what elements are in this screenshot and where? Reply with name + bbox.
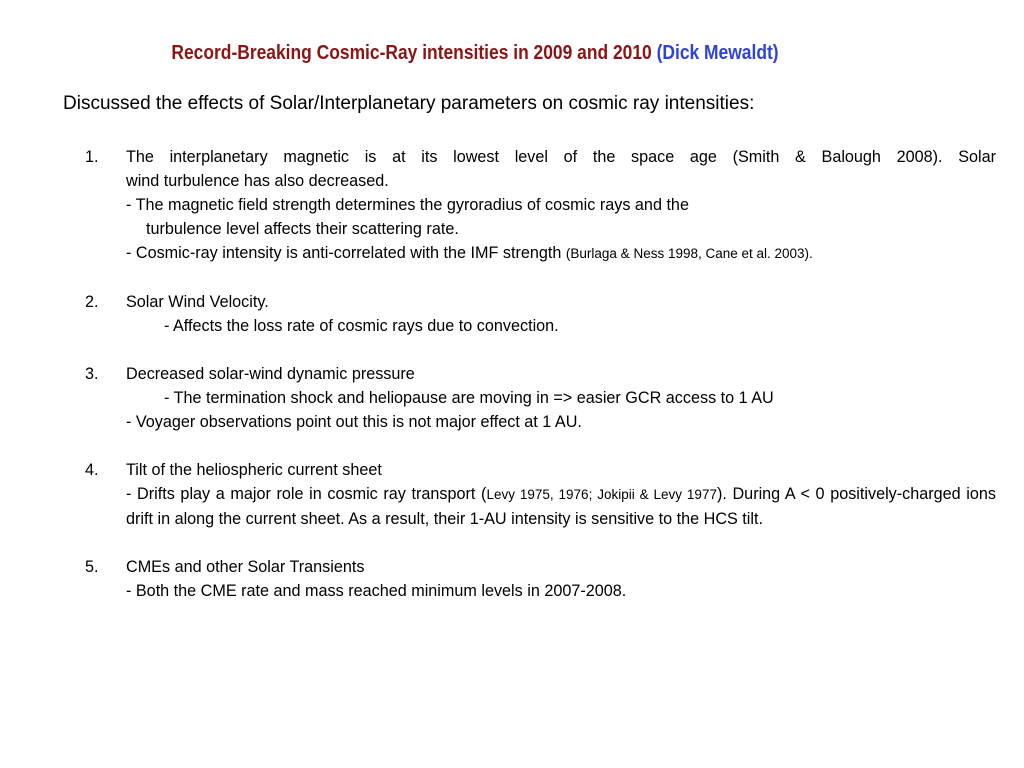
list-item [85,362,996,434]
list-item-number: 2. [85,293,99,311]
list-item [85,458,996,531]
list-item-line: turbulence level affects their scattering rate. [146,220,459,238]
list-item-line: The interplanetary magnetic is at its lowest level of the space age (Smith & Balough 2008). Solar [126,148,996,166]
slide-title-author: (Dick Mewaldt) [656,41,779,64]
list-item-text: ). During A < 0 positively-charged ions drift in along the current sheet. As a result, their 1-AU intensity is sensitive to the HCS tilt. [126,485,997,528]
list-item [85,290,996,338]
numbered-list [85,145,996,627]
list-item-line: - Affects the loss rate of cosmic rays due to convection. [164,317,559,335]
slide-title-main: Record-Breaking Cosmic-Ray intensities in 2009 and 2010 [171,41,652,64]
list-item-number: 1. [85,148,99,166]
list-item-line: - Both the CME rate and mass reached minimum levels in 2007-2008. [126,582,627,600]
list-item-line: Solar Wind Velocity. [126,293,269,311]
list-item-line: Decreased solar-wind dynamic pressure [126,365,415,383]
list-item-citation: (Burlaga & Ness 1998, Cane et al. 2003). [565,246,813,261]
list-item-line: - The termination shock and heliopause are moving in => easier GCR access to 1 AU [164,389,774,407]
list-item-number: 4. [85,461,99,479]
list-item-line: wind turbulence has also decreased. [126,172,389,190]
list-item-text: - Cosmic-ray intensity is anti-correlated with the IMF strength [126,244,562,262]
list-item-line: Tilt of the heliospheric current sheet [126,461,382,479]
intro-text: Discussed the effects of Solar/Interplanetary parameters on cosmic ray intensities: [63,93,755,114]
list-item-line: - The magnetic field strength determines the gyroradius of cosmic rays and the [126,196,689,214]
slide-title [71,41,879,65]
list-item-line: - Voyager observations point out this is not major effect at 1 AU. [126,413,582,431]
list-item [85,145,996,266]
list-item-text: - Drifts play a major role in cosmic ray transport ( [126,485,487,503]
list-item-citation: Levy 1975, 1976; Jokipii & Levy 1977 [486,487,717,502]
list-item-paragraph [126,482,996,531]
list-item [85,555,996,603]
list-item-line [126,241,996,266]
list-item-number: 5. [85,558,99,576]
list-item-number: 3. [85,365,99,383]
list-item-line: CMEs and other Solar Transients [126,558,365,576]
